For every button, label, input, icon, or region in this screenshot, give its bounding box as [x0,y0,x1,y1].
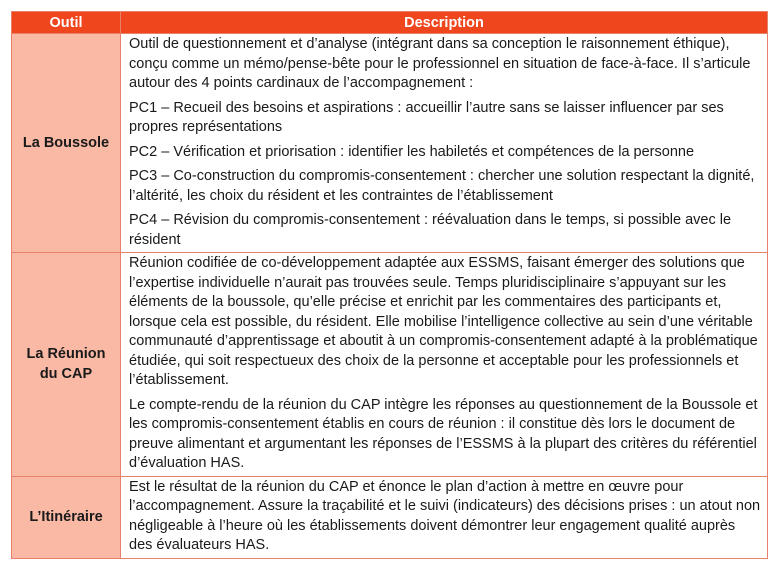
header-description: Description [121,12,768,34]
table-row-reunion-cap [12,253,768,477]
description-paragraph-pc1: PC1 – Recueil des besoins et aspirations : accueillir l’autre sans se laisser influencer par ses propres représentations [129,99,724,135]
tool-name: L’Itinéraire [12,476,121,558]
tool-description [121,253,768,477]
tool-description [121,34,768,253]
tool-name: La Boussole [12,34,121,253]
table-row-itineraire [12,476,768,558]
description-paragraph-pc3: PC3 – Co-construction du compromis-consentement : chercher une solution respectant la dignité, l’altérité, les choix du résident et les contraintes de l’établissement [129,168,755,204]
description-paragraph: Le compte-rendu de la réunion du CAP intègre les réponses au questionnement de la Boussole et les compromis-consentement établis en cours de réunion : il constitue dès lors le document de preuve alimentant et argumentant les réponses de l’ESSMS à la plupart des critères du référentiel d’évaluation HAS. [129,396,758,471]
description-paragraph: Outil de questionnement et d’analyse (intégrant dans sa conception le raisonnement éthique), conçu comme un mémo/pense-bête pour le professionnel en situation de face-à-face. Il s’articule autour des 4 points cardinaux de l’accompagnement : [129,36,751,91]
description-paragraph-pc2: PC2 – Vérification et priorisation : identifier les habiletés et compétences de la personne [129,143,695,160]
description-paragraph: Réunion codifiée de co-développement adaptée aux ESSMS, faisant émerger des solutions que l’expertise individuelle n’aurait pas trouvées seule. Temps pluridisciplinaire s’appuyant sur les éléments de la boussole, qu’elle précise et enrichit par les commentaires des participants et, lorsque cela est possible, du résident. Elle mobilise l’intelligence collective au sein d’une véritable communauté d’apprentissage et aboutit à un compromis-consentement adapté à la problématique étudiée, qui soit respectueux des choix de la personne et acceptable pour les professionnels et l’établissement. [129,255,758,388]
tools-table [11,11,768,559]
tool-name: La Réunion du CAP [12,253,121,477]
table-header-row [12,12,768,34]
tool-description [121,476,768,558]
table-row-boussole [12,34,768,253]
description-paragraph: Est le résultat de la réunion du CAP et énonce le plan d’action à mettre en œuvre pour l’accompagnement. Assure la traçabilité et le suivi (indicateurs) des décisions prises : un atout non négligeable à l’heure où les établissements doivent démontrer leur engagement qualité auprès des évaluateurs HAS. [129,478,761,553]
description-paragraph-pc4: PC4 – Révision du compromis-consentement : réévaluation dans le temps, si possible avec le résident [129,212,732,248]
header-tool: Outil [12,12,121,34]
